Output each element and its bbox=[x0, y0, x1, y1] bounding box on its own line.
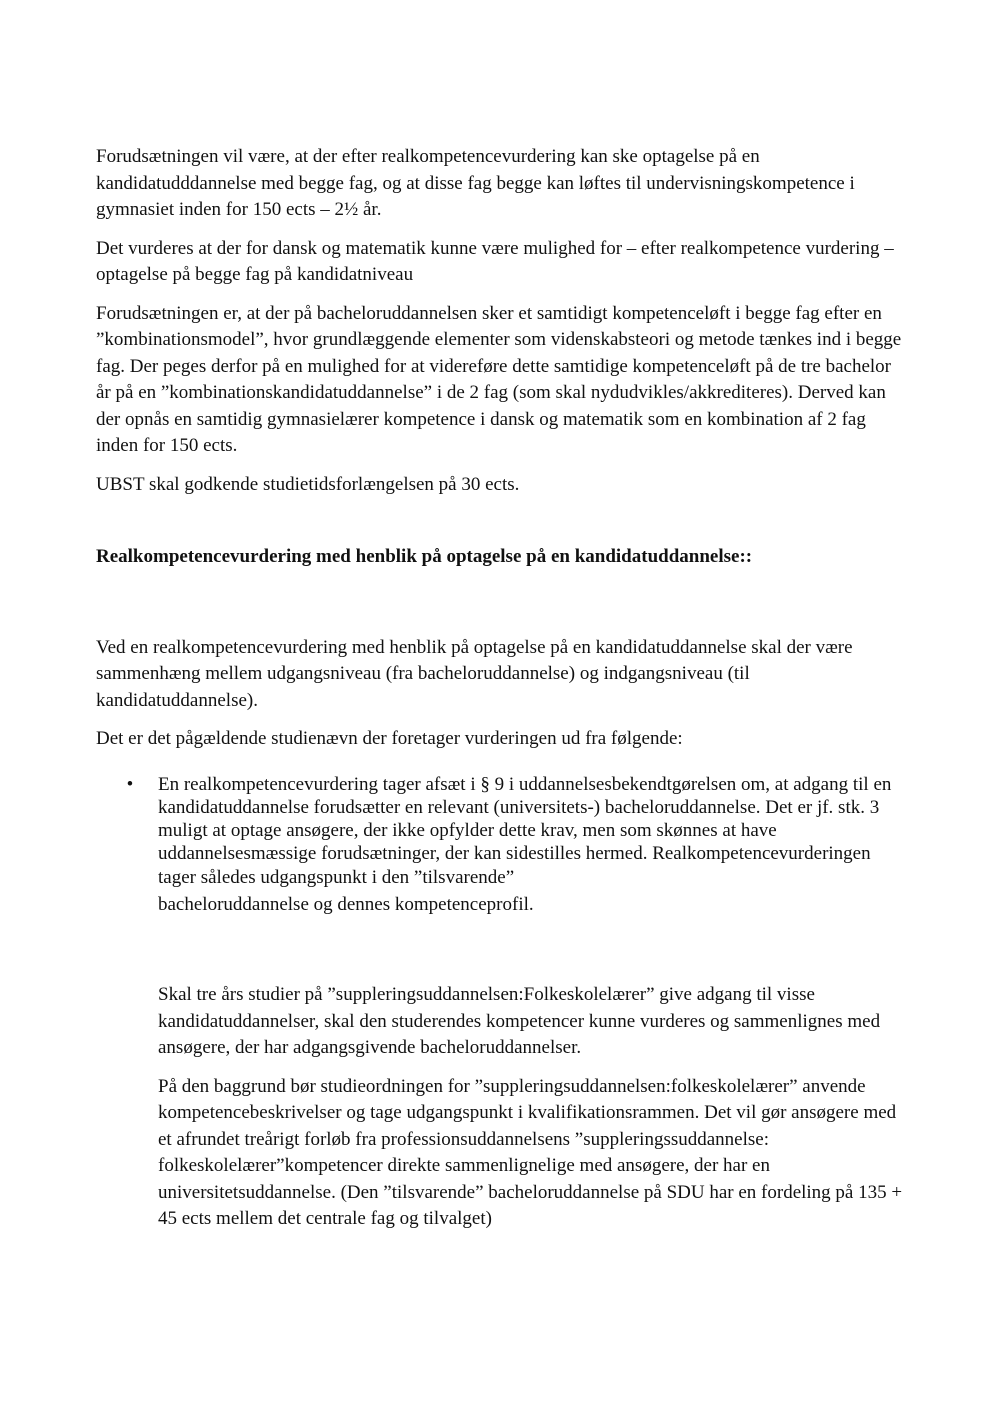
document-page bbox=[96, 144, 908, 1245]
bullet-text: En realkompetencevurdering tager afsæt i § 9 i uddannelsesbekendtgørelsen om, at adgang til en kandidatuddannelse forudsætter en relevant (universitets-) bacheloruddannelse. Det er jf. stk. 3 muligt at optage ansøgere, der ikke opfylder dette krav, men som skønnes at have uddannelsesmæssige forudsætninger, der kan sidestilles hermed. Realkompetencevurderingen tager således udgangspunkt i den ”tilsvarende” bbox=[158, 773, 892, 888]
paragraph-assessment: Det vurderes at der for dansk og matematik kunne være mulighed for – efter realkompetence vurdering – optagelse på begge fag på kandidatniveau bbox=[96, 237, 894, 285]
bullet-icon: • bbox=[126, 773, 134, 795]
section-heading: Realkompetencevurdering med henblik på optagelse på en kandidatuddannelse:: bbox=[96, 546, 753, 567]
paragraph-curriculum: På den baggrund bør studieordningen for ”suppleringsuddannelsen:folkeskolelærer” anvende kompetencebeskrivelser og tage udgangspunkt i kvalifikationsrammen. Det vil gør ansøgere med et afrundet treårigt forløb fra professionsuddannelsens ”suppleringssuddannelse: folkeskolelærer”kompetencer direkte sammenlignelige med ansøgere, der har en universitetsuddannelse. (Den ”tilsvarende” bacheloruddannelse på SDU har en fordeling på 135 + 45 ects mellem det centrale fag og tilvalget) bbox=[158, 1075, 903, 1230]
paragraph-combination-model: Forudsætningen er, at der på bacheloruddannelsen sker et samtidigt kompetenceløft i begge fag efter en ”kombinationsmodel”, hvor grundlæggende elementer som videnskabsteori og metode tænkes ind i begge fag. Der peges derfor på en mulighed for at videreføre dette samtidige kompetenceløft på de tre bachelor år på en ”kombinationskandidatuddannelse” i de 2 fag (som skal nydudvikles/akkrediteres). Derved kan der opnås en samtidig gymnasielærer kompetence i dansk og matematik som en kombination af 2 fag inden for 150 ects. bbox=[96, 302, 902, 456]
bullet-text-last-line: bacheloruddannelse og dennes kompetenceprofil. bbox=[158, 893, 534, 915]
paragraph-supplementary-access: Skal tre års studier på ”suppleringsuddannelsen:Folkeskolelærer” give adgang til visse kandidatuddannelser, skal den studerendes kompetencer kunne vurderes og sammenlignes med ansøgere, der har adgangsgivende bacheloruddannelser. bbox=[158, 984, 881, 1059]
list-item bbox=[96, 773, 908, 917]
bullet-list bbox=[96, 773, 908, 917]
paragraph-study-board: Det er det pågældende studienævn der foretager vurderingen ud fra følgende: bbox=[96, 728, 683, 749]
paragraph-ubst: UBST skal godkende studietidsforlængelsen på 30 ects. bbox=[96, 473, 520, 495]
paragraph-coherence: Ved en realkompetencevurdering med henblik på optagelse på en kandidatuddannelse skal der være sammenhæng mellem udgangsniveau (fra bacheloruddannelse) og indgangsniveau (til kandidatuddannelse). bbox=[96, 636, 853, 711]
paragraph-prerequisite: Forudsætningen vil være, at der efter realkompetencevurdering kan ske optagelse på en kandidatudddannelse med begge fag, og at disse fag begge kan løftes til undervisningskompetence i gymnasiet inden for 150 ects – 2½ år. bbox=[96, 146, 855, 220]
